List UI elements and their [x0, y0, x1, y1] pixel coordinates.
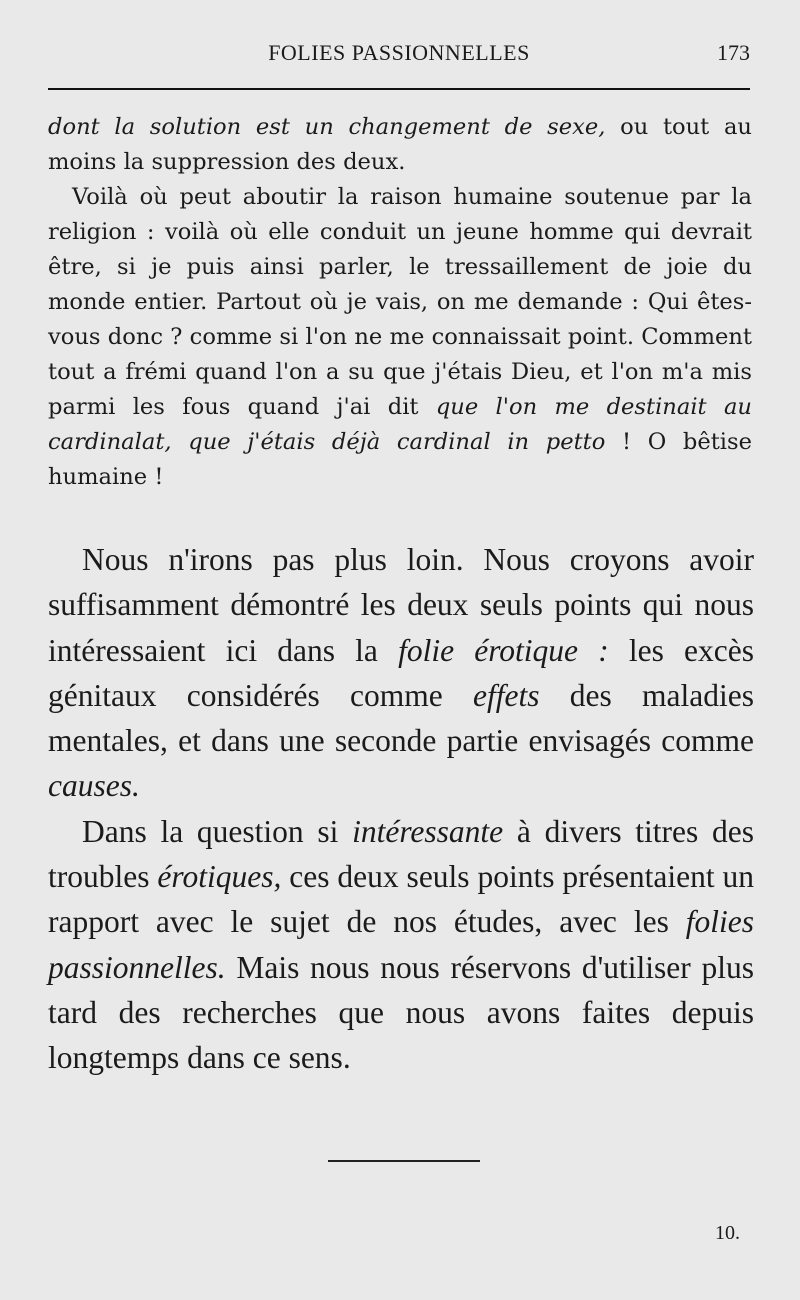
quoted-passage — [48, 110, 752, 495]
quote-p2-text-1: Voilà où peut aboutir la raison humaine soutenue par la religion : voilà où elle conduit un jeune homme qui devrait être, si je puis ainsi parler, le tressaillement de joie du monde entier. Partout où je vais, on me demande : Qui êtes-vous donc ? comme si l'on ne me connaissait point. Comment tout a frémi quand l'on a su que j'étais Dieu, et l'on m'a mis parmi les fous quand j'ai dit — [48, 184, 752, 420]
running-head: FOLIES PASSIONNELLES — [268, 40, 530, 65]
body-p1-italic-3: causes. — [48, 768, 140, 804]
quote-p1-text: ou tout au moins la suppression des deux. — [48, 114, 752, 175]
quote-p1-italic: dont la solution est un changement de sexe, — [48, 114, 606, 140]
body-p1-italic-1: folie érotique : — [398, 632, 609, 668]
body-p2-italic-3: folies passionnelles. — [48, 904, 754, 985]
body-p1-text-1: Nous n'irons pas plus loin. Nous croyons avoir suffisamment démontré les deux seuls points qui nous intéressaient ici dans la — [48, 542, 754, 668]
body-p1-italic-2: effets — [473, 677, 540, 713]
body-paragraph-1 — [48, 537, 754, 809]
body-p2-text-1: Dans la question si — [82, 813, 353, 849]
quote-paragraph-2 — [48, 180, 752, 495]
body-p2-text-2: à divers titres des troubles — [48, 813, 754, 895]
body-p2-italic-1: intéressante — [352, 813, 504, 849]
body-p1-text-3: des maladies mentales, et dans une seconde partie envisagés comme — [48, 677, 755, 759]
printer-signature: 10. — [715, 1222, 740, 1244]
body-paragraph-2 — [48, 809, 754, 1081]
page-header — [48, 40, 750, 74]
body-p2-text-3: ces deux seuls points présentaient un rapport avec le sujet de nos études, avec les — [48, 859, 754, 940]
quote-p2-italic: que l'on me destinait au cardinalat, que j'étais déjà cardinal in petto — [48, 394, 752, 455]
body-p2-italic-2: érotiques, — [157, 859, 282, 895]
quote-paragraph-1 — [48, 110, 752, 180]
body-p1-text-2: les excès génitaux considérés comme — [48, 632, 754, 713]
body-text — [48, 537, 754, 1081]
header-rule — [48, 88, 750, 90]
section-end-rule — [328, 1160, 480, 1162]
body-p2-text-4: Mais nous nous réservons d'utiliser plus tard des recherches que nous avons faites depuis longtemps dans ce sens. — [48, 949, 754, 1076]
quote-p2-text-2: ! O bêtise humaine ! — [48, 429, 752, 490]
page-number: 173 — [717, 40, 750, 65]
